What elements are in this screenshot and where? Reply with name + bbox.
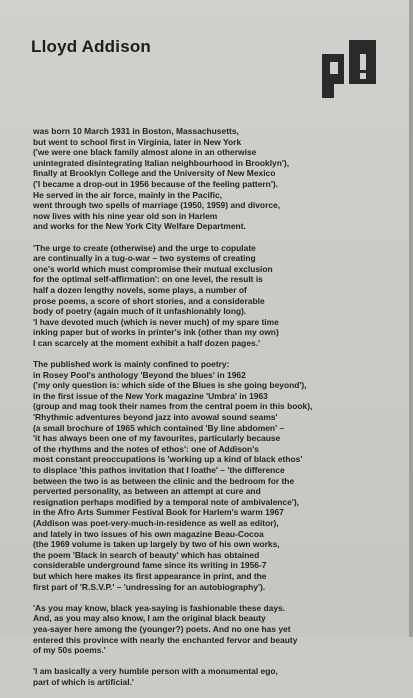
text-line: 'I am basically a very humble person with a monumental ego, [33,666,278,677]
text-line: considerable underground fame since its writing in 1956-7 [33,560,267,571]
text-line: unintegrated disintegrating Italian neighbourhood in Brooklyn'), [33,157,290,168]
text-line: of my 50s poems.' [33,645,106,656]
text-line: yea-sayer here among the (younger?) poets. And no one has yet [33,623,291,634]
pb-publisher-logo-icon [322,40,376,98]
text-line: (Addison was poet-very-much-in-residence as well as editor), [33,517,279,528]
text-line: inking paper but of works in printer's ink (other than my own) [33,327,279,338]
text-line: went through two spells of marriage (1950, 1959) and divorce, [33,200,281,211]
text-line: one's world which must compromise their mutual exclusion [33,263,273,274]
text-line: 'I have devoted much (which is never much) of my spare time [33,316,279,327]
text-line: 'The urge to create (otherwise) and the urge to copulate [33,242,256,253]
text-line: (a small brochure of 1965 which contained 'By line abdomen' – [33,422,285,433]
paragraph-1 [33,126,405,232]
text-line: He served in the air force, mainly in the Pacific, [33,189,222,200]
text-line: and works for the New York City Welfare Department. [33,221,246,232]
text-line: And, as you may also know, I am the original black beauty [33,613,266,624]
paragraph-3 [33,359,405,592]
text-line: part of which is artificial.' [33,676,134,687]
text-line: 'Rhythmic adventures beyond jazz into avowal sound seams' [33,412,278,423]
text-line: ('we were one black family almost alone in an otherwise [33,147,257,158]
text-line: was born 10 March 1931 in Boston, Massachusetts, [33,126,239,136]
text-line: 'As you may know, black yea-saying is fashionable these days. [33,602,286,613]
text-line: but which here makes its first appearance in print, and the [33,570,267,581]
text-line: perverted personality, as between an attempt at cure and [33,486,261,497]
text-line: the poem 'Black in search of beauty' which has obtained [33,549,260,560]
biography-text [33,126,405,698]
text-line: 'it has always been one of my favourites, particularly because [33,433,281,444]
text-line: (group and mag took their names from the central poem in this book), [33,401,313,412]
text-line: but went to school first in Virginia, later in New York [33,136,242,147]
text-line: most constant preoccupations is 'working up a kind of black ethos' [33,454,303,465]
text-line: for the optimal self-affirmation': on one level, the result is [33,274,263,285]
text-line: in Rosey Pool's anthology 'Beyond the blues' in 1962 [33,369,246,380]
paragraph-4 [33,603,405,656]
text-line: entered this province with nearly the enchanted fervor and beauty [33,634,298,645]
text-line: (the 1969 volume is taken up largely by two of his own works, [33,539,280,550]
text-line: first part of 'R.S.V.P.' – 'undressing for an autobiography'). [33,581,266,592]
text-line: I can scarcely at the moment exhibit a half dozen pages.' [33,337,261,348]
text-line: in the first issue of the New York magazine 'Umbra' in 1963 [33,390,268,401]
text-line: prose poems, a score of short stories, and a considerable [33,295,265,306]
text-line: in the Afro Arts Summer Festival Book for Harlem's warm 1967 [33,507,284,518]
text-line: of the rhythms and the notes of ethos': one of Addison's [33,443,259,454]
author-name: Lloyd Addison [31,37,152,56]
text-line: are continually in a tug-o-war – two systems of creating [33,253,256,264]
text-line: between the two is as between the clinic and the bedroom for the [33,475,295,486]
text-line: finally at Brooklyn College and the University of New Mexico [33,168,276,179]
text-line: ('my only question is: which side of the Blues is she going beyond'), [33,380,307,391]
paragraph-5 [33,666,405,687]
paragraph-2 [33,243,405,349]
text-line: and lately in two issues of his own magazine Beau-Cocoa [33,528,264,539]
text-line: resignation perhaps modified by a temporal note of ambivalence'), [33,496,299,507]
text-line: The published work is mainly confined to poetry: [33,359,230,370]
text-line: ('I became a drop-out in 1956 because of the feeling pattern'). [33,178,279,189]
text-line: now lives with his nine year old son in Harlem [33,210,218,221]
text-line: to displace 'this pathos invitation that I loathe' – 'the difference [33,465,285,475]
text-line: half a dozen lengthy novels, some plays, a number of [33,284,247,295]
text-line: body of poetry (again much of it unfashionably long). [33,306,247,317]
